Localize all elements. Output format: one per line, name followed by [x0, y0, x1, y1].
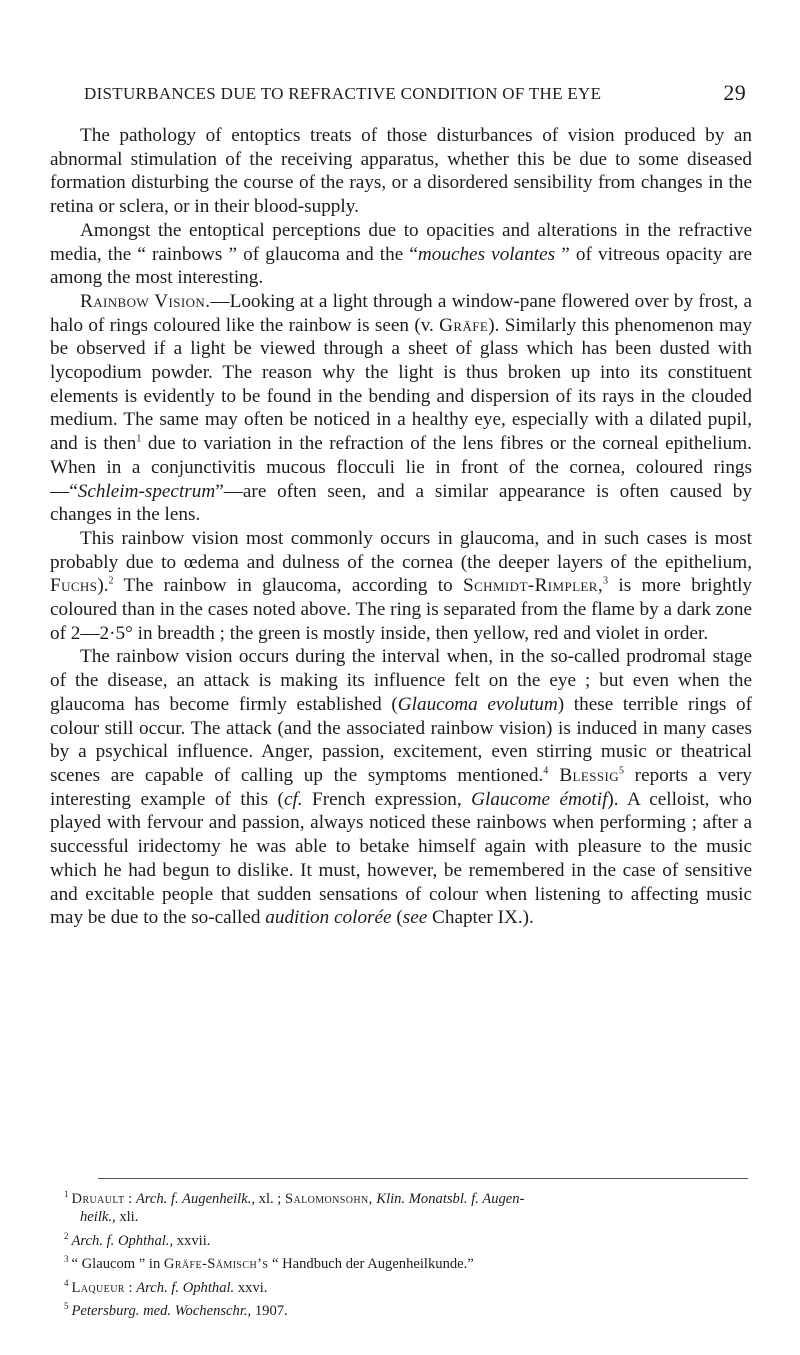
page-number: 29	[723, 80, 746, 105]
footnote-text: :	[124, 1190, 136, 1207]
paragraph-text: The pathology of entoptics treats of those disturbances of vision produced by an abnormal stimulation of the receiving apparatus, whether this be due to some diseased formation disturbing the course of the rays, or a disordered sensibility from changes in the retina or sclera, or in their blood-supply.	[50, 125, 752, 218]
footnote-ref: 1	[136, 433, 142, 445]
author-name: Gräfe-Sämisch’s	[163, 1256, 269, 1273]
journal-title: Arch. f. Augenheilk.,	[135, 1190, 255, 1207]
footnote-text: xxvi.	[234, 1279, 268, 1296]
footnote-5	[50, 1297, 752, 1320]
paragraph-entoptics	[50, 124, 752, 219]
author-name: Gräfe	[439, 314, 489, 336]
footnote-mark: 1	[64, 1189, 69, 1199]
journal-title: Petersburg. med. Wochenschr.,	[71, 1302, 252, 1319]
footnotes	[50, 1185, 752, 1320]
paragraph-prodromal	[50, 645, 752, 929]
paragraph-text: is more brightly coloured than in the cases noted above. The ring is separated from the flame by a dark zone of 2—2·5° in breadth ; the green is mostly inside, then yellow, red and violet in order.	[50, 575, 752, 644]
footnote-3	[50, 1250, 752, 1273]
footnote-text: xl. ;	[255, 1190, 285, 1207]
footnote-text: “ Handbuch der Augenheilkunde.”	[268, 1256, 474, 1273]
author-name: Laqueur	[71, 1279, 125, 1296]
italic-term: Schleim-spectrum	[77, 480, 216, 502]
footnote-text: 1907.	[251, 1302, 288, 1319]
paragraph-text: The rainbow in glaucoma, according to	[113, 575, 464, 597]
paragraph-text: ). Similarly this phenomenon may be observed if a light be viewed through a sheet of glass which has been dusted with lycopodium powder. The reason why the light is thus broken up into its constituent elements is evidently to be found in the bending and dispersion of its rays in the clouded medium. The same may often be noticed in a healthy eye, especially with a dilated pupil, and is then	[50, 314, 752, 455]
paragraph-glaucoma	[50, 527, 752, 646]
italic-term: mouches volantes	[417, 243, 556, 265]
footnote-2	[50, 1227, 752, 1250]
paragraph-rainbow-vision	[50, 290, 752, 527]
footnote-text: xxvii.	[173, 1232, 211, 1249]
footnote-rule	[98, 1178, 748, 1179]
paragraph-text: The rainbow vision occurs during the interval when, in the so-called prodromal stage of the disease, an attack is making its influence felt on the eye ; but even when the glaucoma has become firmly established (	[50, 646, 752, 715]
footnote-ref: 4	[543, 765, 549, 777]
author-name: Blessig	[548, 764, 619, 786]
author-name: Druault	[71, 1190, 125, 1207]
body-text	[50, 124, 752, 930]
running-head	[50, 80, 750, 110]
journal-title: Arch. f. Ophthal.	[136, 1279, 235, 1296]
author-name: Schmidt-Rimpler,	[463, 575, 604, 597]
footnote-ref: 2	[108, 575, 114, 587]
running-head-title: DISTURBANCES DUE TO REFRACTIVE CONDITION OF THE EYE	[84, 84, 602, 103]
paragraph-text: Amongst the entoptical perceptions due to opacities and alterations in the refractive media, the “ rainbows ” of glaucoma and the “	[50, 219, 752, 265]
paragraph-entoptical-perceptions	[50, 219, 752, 290]
footnote-mark: 4	[64, 1277, 69, 1288]
footnote-ref: 3	[603, 575, 609, 587]
journal-title: Arch. f. Ophthal.,	[71, 1232, 174, 1249]
paragraph-text: ” of vitreous opacity are among the most interesting.	[50, 243, 752, 289]
footnote-1	[50, 1185, 752, 1208]
paragraph-text: ) these terrible rings of colour still occur. The attack (and the associated rainbow vision) is induced in many cases by a psychical influence. Anger, passion, excitement, even stirring music or theatrical scenes are capable of calling up the symptoms mentioned.	[50, 693, 753, 786]
footnote-1-continued	[50, 1208, 752, 1227]
paragraph-text: Chapter IX.).	[427, 907, 534, 929]
italic-term: see	[402, 907, 428, 929]
paragraph-text: This rainbow vision most commonly occurs in glaucoma, and in such cases is most probably due to œdema and dulness of the cornea (the deeper layers of the epithelium,	[50, 527, 752, 573]
paragraph-text: (	[391, 907, 403, 929]
paragraph-text: French expression,	[302, 788, 472, 810]
footnote-text: xli.	[115, 1209, 139, 1226]
footnote-text: :	[124, 1279, 137, 1296]
italic-term: cf.	[283, 788, 303, 810]
footnote-4	[50, 1274, 752, 1297]
italic-term: Glaucome émotif	[471, 788, 608, 810]
paragraph-text: due to variation in the refraction of the lens fibres or the corneal epithelium. When in a conjunctivitis mucous flocculi lie in front of the cornea, coloured rings—“	[50, 433, 752, 502]
footnote-mark: 5	[64, 1300, 69, 1311]
italic-term: Glaucoma evolutum	[397, 693, 558, 715]
footnote-text: “ Glaucom ” in	[71, 1256, 164, 1273]
paragraph-text: ). A celloist, who played with fervour and passion, always noticed these rainbows when performing ; after a successful iridectomy he was able to betake himself again with pleasure to the music which he had begun to dislike. It must, however, be remembered in the case of sensitive and excitable people that sudden sensations of colour when listening to affecting music may be due to the so-called	[50, 788, 752, 929]
paragraph-text: —Looking at a light through a window-pane flowered over by frost, a halo of rings coloured like the rainbow is seen (v.	[50, 290, 752, 336]
journal-title: heilk.,	[80, 1209, 116, 1226]
footnote-mark: 2	[64, 1230, 69, 1241]
journal-title: Klin. Monatsbl. f. Augen-	[376, 1190, 525, 1207]
footnote-ref: 5	[618, 765, 624, 777]
section-heading: Rainbow Vision.	[80, 290, 211, 312]
author-name: Salomonsohn,	[285, 1190, 373, 1207]
author-name: Fuchs	[50, 575, 98, 597]
paragraph-text: ).	[97, 575, 109, 597]
italic-term: audition colorée	[265, 907, 392, 929]
footnote-mark: 3	[64, 1254, 69, 1265]
paragraph-text: ”—are often seen, and a similar appearance is often caused by changes in the lens.	[50, 480, 752, 526]
paragraph-text: reports a very interesting example of this (	[50, 764, 752, 810]
